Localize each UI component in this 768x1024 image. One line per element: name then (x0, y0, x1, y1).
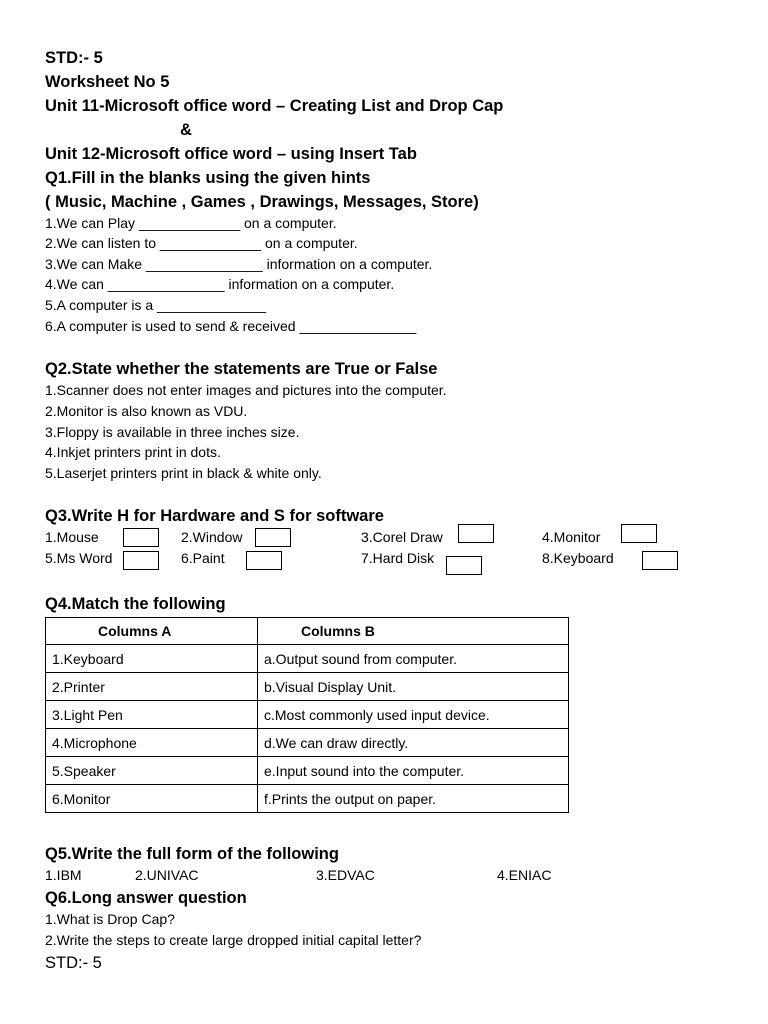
q2-item: 2.Monitor is also known as VDU. (45, 403, 248, 419)
footer-std-label: STD:- 5 (45, 954, 102, 972)
column-a-cell: 2.Printer (46, 673, 258, 701)
column-b-cell: c.Most commonly used input device. (258, 701, 569, 729)
column-b-cell: f.Prints the output on paper. (258, 785, 569, 813)
q3-item-corel-draw: 3.Corel Draw (361, 529, 443, 545)
answer-box-ms-word[interactable] (123, 551, 159, 570)
answer-box-paint[interactable] (246, 551, 282, 570)
answer-box-corel-draw[interactable] (458, 524, 494, 543)
answer-box-keyboard[interactable] (642, 551, 678, 570)
q1-item: 1.We can Play _____________ on a computer. (45, 215, 337, 231)
q5-item-ibm: 1.IBM (45, 867, 82, 883)
q6-item: 2.Write the steps to create large dropped initial capital letter? (45, 932, 422, 948)
column-a-cell: 3.Light Pen (46, 701, 258, 729)
q6-title: Q6.Long answer question (45, 889, 247, 907)
column-b-header: Columns B (258, 618, 569, 645)
q4-title: Q4.Match the following (45, 595, 226, 613)
std-label: STD:- 5 (45, 49, 103, 67)
match-table (45, 617, 569, 813)
q2-item: 4.Inkjet printers print in dots. (45, 444, 221, 460)
column-b-cell: e.Input sound into the computer. (258, 757, 569, 785)
q2-item: 1.Scanner does not enter images and pictures into the computer. (45, 382, 447, 398)
q1-item: 3.We can Make _______________ information on a computer. (45, 256, 433, 272)
worksheet-number: Worksheet No 5 (45, 73, 170, 91)
table-row (46, 701, 569, 729)
q3-item-ms-word: 5.Ms Word (45, 550, 113, 566)
q2-item: 3.Floppy is available in three inches size. (45, 424, 300, 440)
answer-box-monitor[interactable] (621, 524, 657, 543)
table-row (46, 757, 569, 785)
table-header-row (46, 618, 569, 645)
answer-box-hard-disk[interactable] (446, 556, 482, 575)
q5-item-eniac: 4.ENIAC (497, 867, 552, 883)
column-b-cell: d.We can draw directly. (258, 729, 569, 757)
q3-title: Q3.Write H for Hardware and S for software (45, 507, 384, 525)
q1-item: 5.A computer is a ______________ (45, 297, 267, 313)
q1-hints: ( Music, Machine , Games , Drawings, Messages, Store) (45, 193, 479, 211)
column-a-header: Columns A (46, 618, 258, 645)
table-row (46, 673, 569, 701)
unit12-title: Unit 12-Microsoft office word – using Insert Tab (45, 145, 417, 163)
q2-title: Q2.State whether the statements are True or False (45, 360, 438, 378)
q3-item-paint: 6.Paint (181, 550, 225, 566)
table-row (46, 645, 569, 673)
q6-item: 1.What is Drop Cap? (45, 911, 175, 927)
q5-item-univac: 2.UNIVAC (135, 867, 199, 883)
ampersand: & (180, 121, 192, 139)
q5-item-edvac: 3.EDVAC (316, 867, 375, 883)
q1-item: 4.We can _______________ information on a computer. (45, 276, 395, 292)
column-b-cell: a.Output sound from computer. (258, 645, 569, 673)
column-a-cell: 6.Monitor (46, 785, 258, 813)
q5-title: Q5.Write the full form of the following (45, 845, 339, 863)
column-a-cell: 4.Microphone (46, 729, 258, 757)
answer-box-window[interactable] (255, 528, 291, 547)
answer-box-mouse[interactable] (123, 528, 159, 547)
column-a-cell: 5.Speaker (46, 757, 258, 785)
column-b-cell: b.Visual Display Unit. (258, 673, 569, 701)
unit11-title: Unit 11-Microsoft office word – Creating List and Drop Cap (45, 97, 504, 115)
q3-item-mouse: 1.Mouse (45, 529, 99, 545)
q3-item-window: 2.Window (181, 529, 243, 545)
q1-title: Q1.Fill in the blanks using the given hints (45, 169, 371, 187)
column-a-cell: 1.Keyboard (46, 645, 258, 673)
table-row (46, 729, 569, 757)
q3-item-hard-disk: 7.Hard Disk (361, 550, 435, 566)
q1-item: 2.We can listen to _____________ on a computer. (45, 235, 358, 251)
q1-item: 6.A computer is used to send & received _______________ (45, 318, 417, 334)
q2-item: 5.Laserjet printers print in black & white only. (45, 465, 322, 481)
q3-item-monitor: 4.Monitor (542, 529, 601, 545)
q3-item-keyboard: 8.Keyboard (542, 550, 614, 566)
table-row (46, 785, 569, 813)
